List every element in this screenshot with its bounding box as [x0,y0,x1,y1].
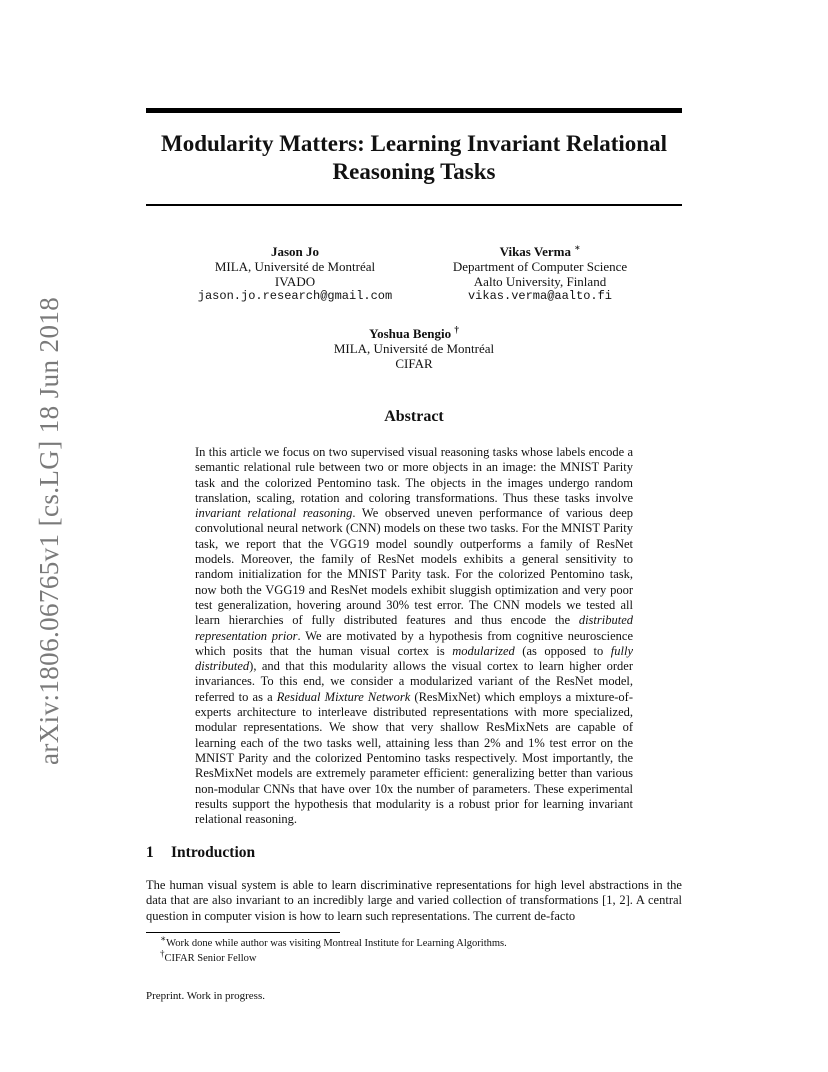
footnotes [160,933,507,966]
author-affiliation: IVADO [274,274,316,289]
author-affiliation: CIFAR [395,356,433,371]
abstract-heading: Abstract [384,408,444,425]
author-email[interactable]: jason.jo.research@gmail.com [197,289,393,303]
title-line-2: Reasoning Tasks [332,159,496,184]
author-affiliation: Department of Computer Science [452,259,628,274]
author-affiliation: MILA, Université de Montréal [333,341,495,356]
section-heading-introduction: 1 Introduction [146,844,256,861]
abstract-text: In this article we focus on two supervised visual reasoning tasks whose labels encode a semantic relational rule between two or more objects in an image: the MNIST Parity task and the colorized Pentomino task. The objects in the images undergo random translation, scaling, rotation and coloring transformations. Thus these tasks involve invariant relational reasoning. We observed uneven performance of various deep convolutional neural network (CNN) models on these two tasks. For the MNIST Parity task, we report that the VGG19 model soundly outperforms a family of ResNet models. Moreover, the family of ResNet models exhibits a general sensitivity to random initialization for the MNIST Parity task. For the colorized Pentomino task, now both the VGG19 and ResNet models exhibit sluggish optimization and very poor test generalization, hovering around 30% test error. The CNN models we tested all learn hierarchies of fully distributed features and thus encode the distributed representation prior. We are motivated by a hypothesis from cognitive neuroscience which posits that the human visual cortex is modularized (as opposed to fully distributed), and that this modularity allows the visual cortex to learn higher order invariances. To this end, we consider a modularized variant of the ResNet model, referred to as a Residual Mixture Network (ResMixNet) which employs a mixture-of-experts architecture to interleave distributed representations with more specialized, modular representations. We show that very shallow ResMixNets are capable of learning each of the two tasks well, attaining less than 2% and 1% test error on the MNIST Parity and the colorized Pentomino tasks respectively. Most importantly, the ResMixNet models are extremely parameter efficient: generalizing better than various non-modular CNNs that have over 10x the number of parameters. These experimental results support the hypothesis that modularity is a robust prior for learning invariant relational reasoning. [195,445,634,827]
author-name: Vikas Verma ∗ [499,242,581,259]
paper-title [146,130,682,186]
author-email[interactable]: vikas.verma@aalto.fi [467,289,613,303]
author-name: Yoshua Bengio † [369,324,459,341]
title-bottom-rule [146,204,682,206]
title-line-1: Modularity Matters: Learning Invariant Relational [161,131,667,156]
author-name: Jason Jo [270,244,320,259]
footnote: ∗Work done while author was visiting Montreal Institute for Learning Algorithms. [160,933,507,949]
footnote-mark: † [454,324,459,335]
footnote-mark: ∗ [574,242,581,253]
author-affiliation: MILA, Université de Montréal [214,259,376,274]
footnote: †CIFAR Senior Fellow [160,948,257,964]
preprint-note: Preprint. Work in progress. [146,990,265,1002]
author-block-jo [180,244,410,304]
author-block-verma [420,244,660,304]
arxiv-stamp: arXiv:1806.06765v1 [cs.LG] 18 Jun 2018 [34,296,64,765]
introduction-text: The human visual system is able to learn discriminative representations for high level abstractions in the data that are also invariant to an incredibly large and varied collection of transformations [1, 2]. A central question in computer vision is how to learn such representations. The current de-facto [146,878,682,923]
author-block-bengio [264,326,564,371]
title-top-rule [146,108,682,113]
footnote-rule [146,932,340,933]
author-affiliation: Aalto University, Finland [473,274,607,289]
